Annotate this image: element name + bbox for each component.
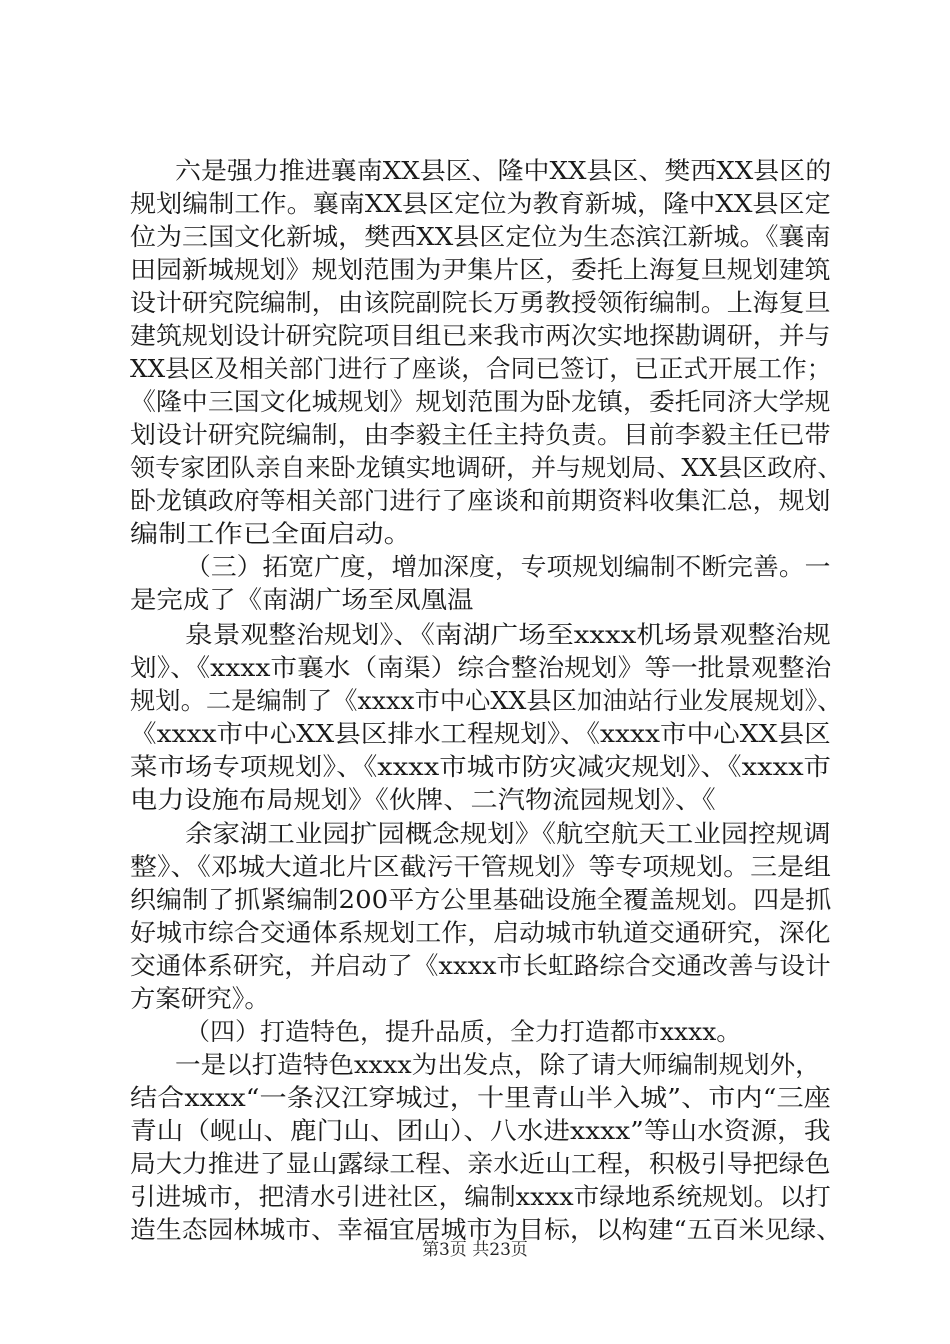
text-line: 造生态园林城市、幸福宜居城市为目标，以构建“五百米见绿、 bbox=[130, 1215, 843, 1244]
text-line: 电力设施布局规划》《伙牌、二汽物流园规划》、《 bbox=[130, 785, 716, 814]
text-line: 设计研究院编制，由该院副院长万勇教授领衔编制。上海复旦 bbox=[130, 288, 831, 317]
text-line: 一是以打造特色xxxx为出发点，除了请大师编制规划外， bbox=[175, 1050, 821, 1079]
text-line: 规划编制工作。襄南XX县区定位为教育新城，隆中XX县区定 bbox=[130, 189, 831, 218]
text-line: 领专家团队亲自来卧龙镇实地调研，并与规划局、XX县区政府、 bbox=[130, 453, 843, 482]
text-line: （四）打造特色，提升品质，全力打造都市xxxx。 bbox=[185, 1017, 742, 1046]
text-line: 整》、《邓城大道北片区截污干管规划》等专项规划。三是组 bbox=[130, 852, 832, 881]
text-line: 结合xxxx“一条汉江穿城过，十里青山半入城”、市内“三座 bbox=[130, 1083, 831, 1112]
text-line: 《隆中三国文化城规划》规划范围为卧龙镇，委托同济大学规 bbox=[130, 387, 831, 416]
text-line: 划设计研究院编制，由李毅主任主持负责。目前李毅主任已带 bbox=[130, 420, 831, 449]
text-line: 建筑规划设计研究院项目组已来我市两次实地探勘调研，并与 bbox=[130, 321, 831, 350]
text-line: 好城市综合交通体系规划工作，启动城市轨道交通研究，深化 bbox=[130, 918, 831, 947]
text-line: （三）拓宽广度，增加深度，专项规划编制不断完善。一 bbox=[185, 552, 831, 581]
text-line: 划》、《xxxx市襄水（南渠）综合整治规划》等一批景观整治 bbox=[130, 653, 832, 682]
text-line: 引进城市，把清水引进社区，编制xxxx市绿地系统规划。以打 bbox=[130, 1182, 831, 1211]
page-footer bbox=[0, 1238, 950, 1262]
text-line: 余家湖工业园扩园概念规划》《航空航天工业园控规调 bbox=[185, 819, 831, 848]
text-line: 织编制了抓紧编制200平方公里基础设施全覆盖规划。四是抓 bbox=[130, 885, 832, 914]
text-line: 局大力推进了显山露绿工程、亲水近山工程，积极引导把绿色 bbox=[130, 1149, 831, 1178]
text-line: 《xxxx市中心XX县区排水工程规划》、《xxxx市中心XX县区 bbox=[130, 719, 831, 748]
text-line: 卧龙镇政府等相关部门进行了座谈和前期资料收集汇总，规划 bbox=[130, 486, 831, 515]
text-line: 田园新城规划》规划范围为尹集片区，委托上海复旦规划建筑 bbox=[130, 255, 831, 284]
text-line: 青山（岘山、鹿门山、团山）、八水进xxxx”等山水资源，我 bbox=[130, 1116, 831, 1145]
text-line: 菜市场专项规划》、《xxxx市城市防灾减灾规划》、《xxxx市 bbox=[130, 752, 832, 781]
text-line: 是完成了《南湖广场至凤凰温 bbox=[130, 585, 474, 614]
text-line: XX县区及相关部门进行了座谈，合同已签订，已正式开展工作； bbox=[130, 354, 832, 383]
text-line: 编制工作已全面启动。 bbox=[130, 519, 412, 548]
page-number: 第3页 共23页 bbox=[422, 1240, 528, 1260]
text-line: 位为三国文化新城，樊西XX县区定位为生态滨江新城。《襄南 bbox=[130, 222, 831, 251]
text-line: 方案研究》。 bbox=[130, 984, 270, 1013]
text-line: 交通体系研究，并启动了《xxxx市长虹路综合交通改善与设计 bbox=[130, 951, 831, 980]
text-line: 六是强力推进襄南XX县区、隆中XX县区、樊西XX县区的 bbox=[175, 156, 832, 185]
text-line: 规划。二是编制了《xxxx市中心XX县区加油站行业发展规划》、 bbox=[130, 686, 843, 715]
text-line: 泉景观整治规划》、《南湖广场至xxxx机场景观整治规 bbox=[185, 620, 831, 649]
